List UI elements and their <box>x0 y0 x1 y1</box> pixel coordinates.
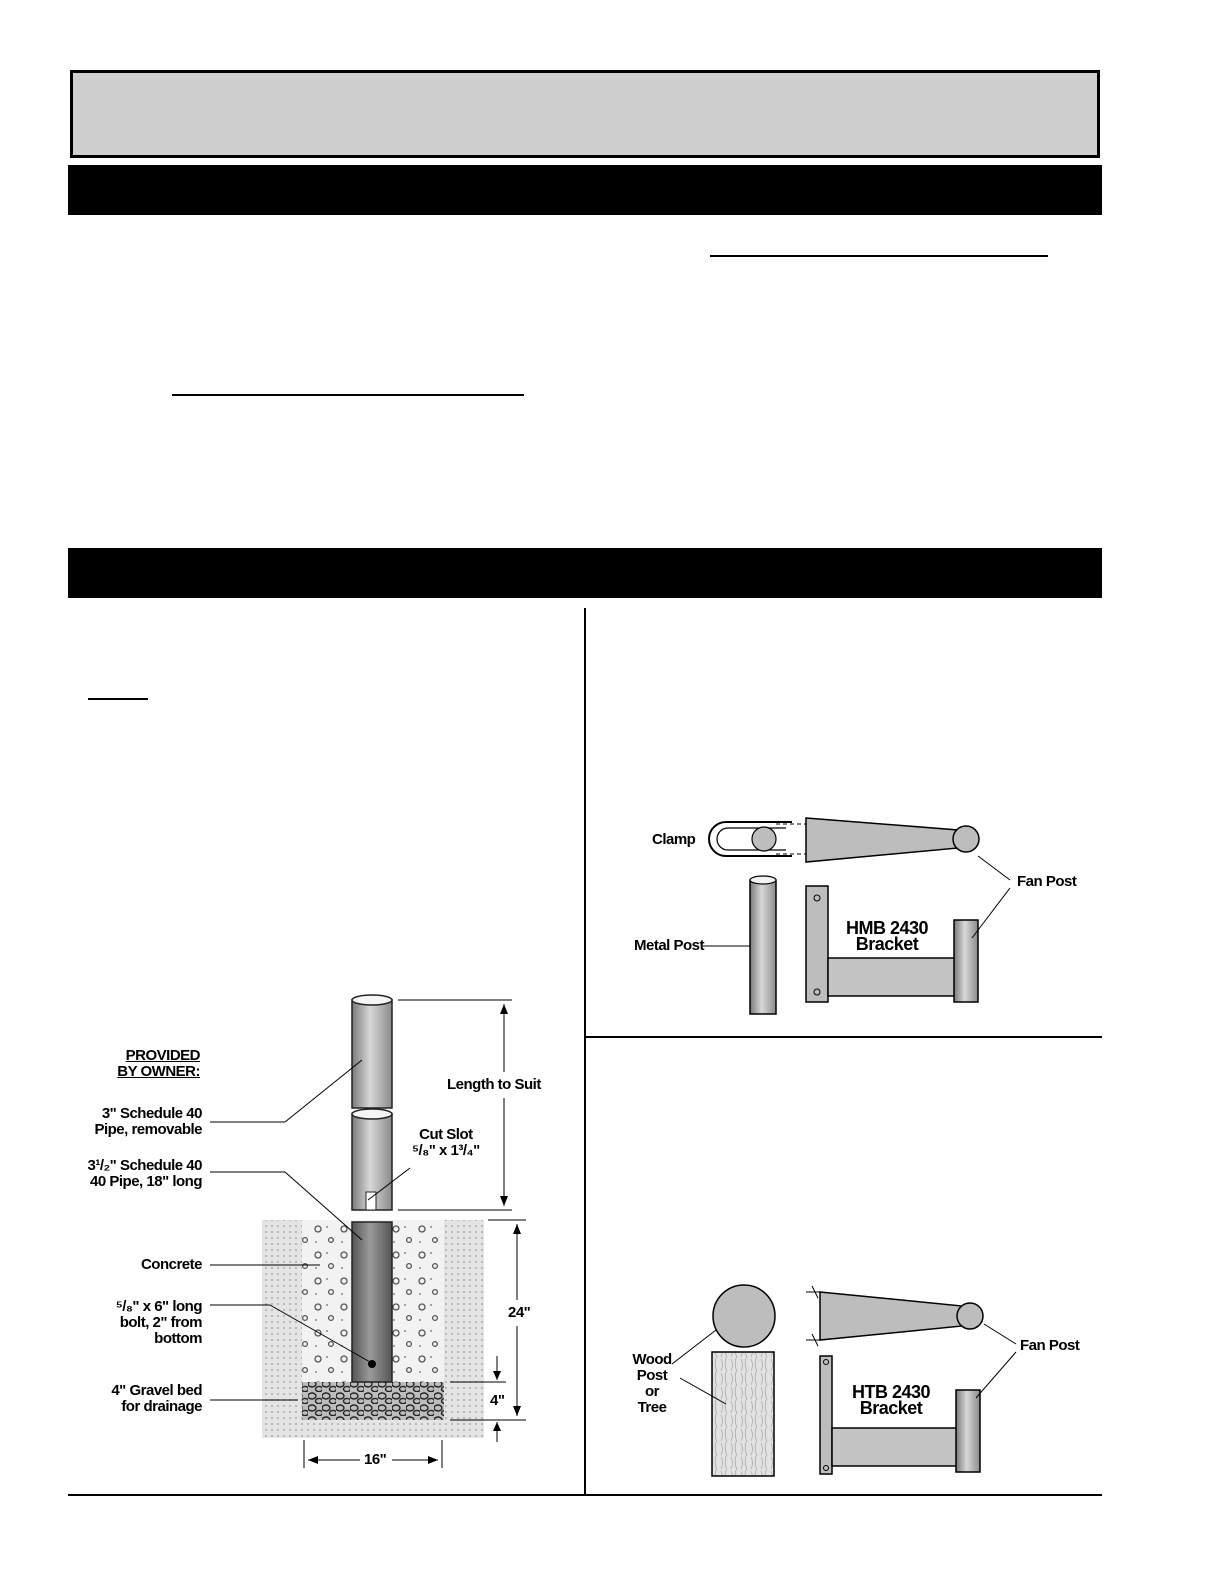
htb-bracket-label: HTB 2430 Bracket <box>852 1382 931 1418</box>
pipe-3in-label: 3" Schedule 40 Pipe, removable <box>94 1105 202 1138</box>
hmb-bracket-label: HMB 2430 Bracket <box>846 918 929 954</box>
fan-post-label: Fan Post <box>1017 873 1077 890</box>
length-to-suit-label: Length to Suit <box>447 1076 541 1093</box>
cut-slot-label: Cut Slot ⁵/₈" x 1³/₄" <box>412 1126 480 1159</box>
bolt-label: ⁵/₈" x 6" long bolt, 2" from bottom <box>115 1298 202 1347</box>
metal-post-label: Metal Post <box>634 937 705 954</box>
dim-4-label: 4" <box>490 1392 505 1409</box>
provided-by-owner-label: PROVIDED BY OWNER: <box>117 1047 200 1080</box>
pipe-35in-label: 3¹/₂" Schedule 40 40 Pipe, 18" long <box>87 1157 202 1190</box>
wood-post-label: Wood Post or Tree <box>632 1351 672 1416</box>
clamp-label: Clamp <box>652 831 696 848</box>
dim-24-label: 24" <box>508 1304 531 1321</box>
concrete-label: Concrete <box>140 1256 202 1273</box>
fan-post-label-htb: Fan Post <box>1020 1337 1080 1354</box>
dim-16-label: 16" <box>364 1451 387 1468</box>
gravel-label: 4" Gravel bed for drainage <box>111 1382 202 1415</box>
